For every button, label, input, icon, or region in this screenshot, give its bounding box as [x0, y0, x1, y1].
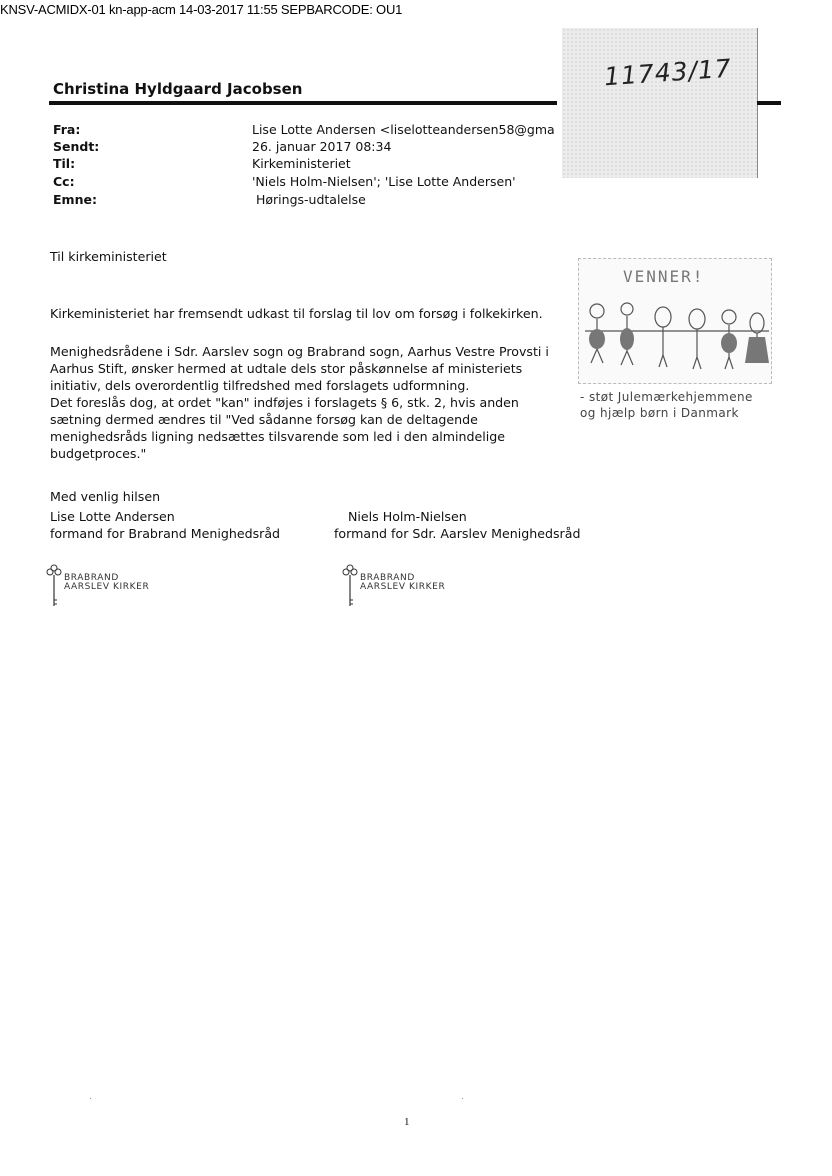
- subject-label: Emne:: [53, 192, 97, 207]
- logo-line-1: BRABRAND: [64, 573, 119, 583]
- logo-text: [64, 574, 149, 592]
- from-label: Fra:: [53, 122, 81, 137]
- paragraph-1: Kirkeministeriet har fremsendt udkast til forslag til lov om forsøg i folkekirken.: [50, 306, 543, 321]
- to-label: Til:: [53, 156, 76, 171]
- church-logo-left: [46, 564, 149, 610]
- signature-title: formand for Sdr. Aarslev Menighedsråd: [334, 526, 581, 541]
- julemaerke-ad-card: [578, 258, 772, 384]
- salutation: Til kirkeministeriet: [50, 249, 167, 264]
- signature-left: [50, 508, 280, 542]
- paragraph-2-line-3: initiativ, dels overordentlig tilfredshed med forslagets udformning.: [50, 378, 470, 393]
- ad-line-1: - støt Julemærkehjemmene: [580, 390, 753, 404]
- scan-speck: [90, 1098, 91, 1099]
- cc-label: Cc:: [53, 174, 75, 189]
- paragraph-2-line-5: sætning dermed ændres til "Ved sådanne forsøg kan de deltagende: [50, 412, 478, 427]
- children-drawing-icon: [579, 259, 771, 383]
- sent-label: Sendt:: [53, 139, 100, 154]
- journal-number-stamp: 11743/17: [603, 53, 733, 92]
- header-rule: [49, 101, 557, 105]
- paragraph-2-line-4: Det foreslås dog, at ordet "kan" indføjes i forslagets § 6, stk. 2, hvis anden: [50, 395, 519, 410]
- scan-speck: [462, 1098, 463, 1099]
- page-number: 1: [404, 1116, 410, 1128]
- paragraph-2-line-2: Aarhus Stift, ønsker hermed at udtale dels stor påskønnelse af ministeriets: [50, 361, 523, 376]
- logo-text: [360, 574, 445, 592]
- signature-right: [334, 508, 580, 542]
- mailbox-owner-name: Christina Hyldgaard Jacobsen: [53, 80, 303, 98]
- ad-title: VENNER!: [623, 267, 705, 286]
- fax-header: KNSV-ACMIDX-01 kn-app-acm 14-03-2017 11:55 SEPBARCODE: OU1: [0, 2, 403, 17]
- header-rule-right: [757, 101, 781, 105]
- logo-line-2: AARSLEV KIRKER: [64, 582, 150, 592]
- signature-name: Lise Lotte Andersen: [50, 509, 175, 524]
- paragraph-2-line-6: menighedsråds ligning nedsættes tilsvarende som led i den almindelige: [50, 429, 506, 444]
- logo-line-1: BRABRAND: [360, 573, 415, 583]
- ad-line-2: og hjælp børn i Danmark: [580, 406, 739, 420]
- to-value: Kirkeministeriet: [252, 156, 351, 171]
- logo-line-2: AARSLEV KIRKER: [360, 582, 446, 592]
- signature-name: Niels Holm-Nielsen: [348, 509, 467, 524]
- from-value: Lise Lotte Andersen <liselotteandersen58@gma: [252, 122, 555, 137]
- cc-value: 'Niels Holm-Nielsen'; 'Lise Lotte Andersen': [252, 174, 516, 189]
- key-icon: [46, 564, 62, 610]
- stamp-area: [562, 28, 758, 178]
- sent-value: 26. januar 2017 08:34: [252, 139, 392, 154]
- church-logo-right: [342, 564, 445, 610]
- closing: Med venlig hilsen: [50, 489, 161, 504]
- subject-value: Hørings-udtalelse: [256, 192, 366, 207]
- paragraph-2-line-1: Menighedsrådene i Sdr. Aarslev sogn og Brabrand sogn, Aarhus Vestre Provsti i: [50, 344, 549, 359]
- signature-title: formand for Brabrand Menighedsråd: [50, 526, 281, 541]
- key-icon: [342, 564, 358, 610]
- paragraph-2-line-7: budgetproces.": [50, 446, 147, 461]
